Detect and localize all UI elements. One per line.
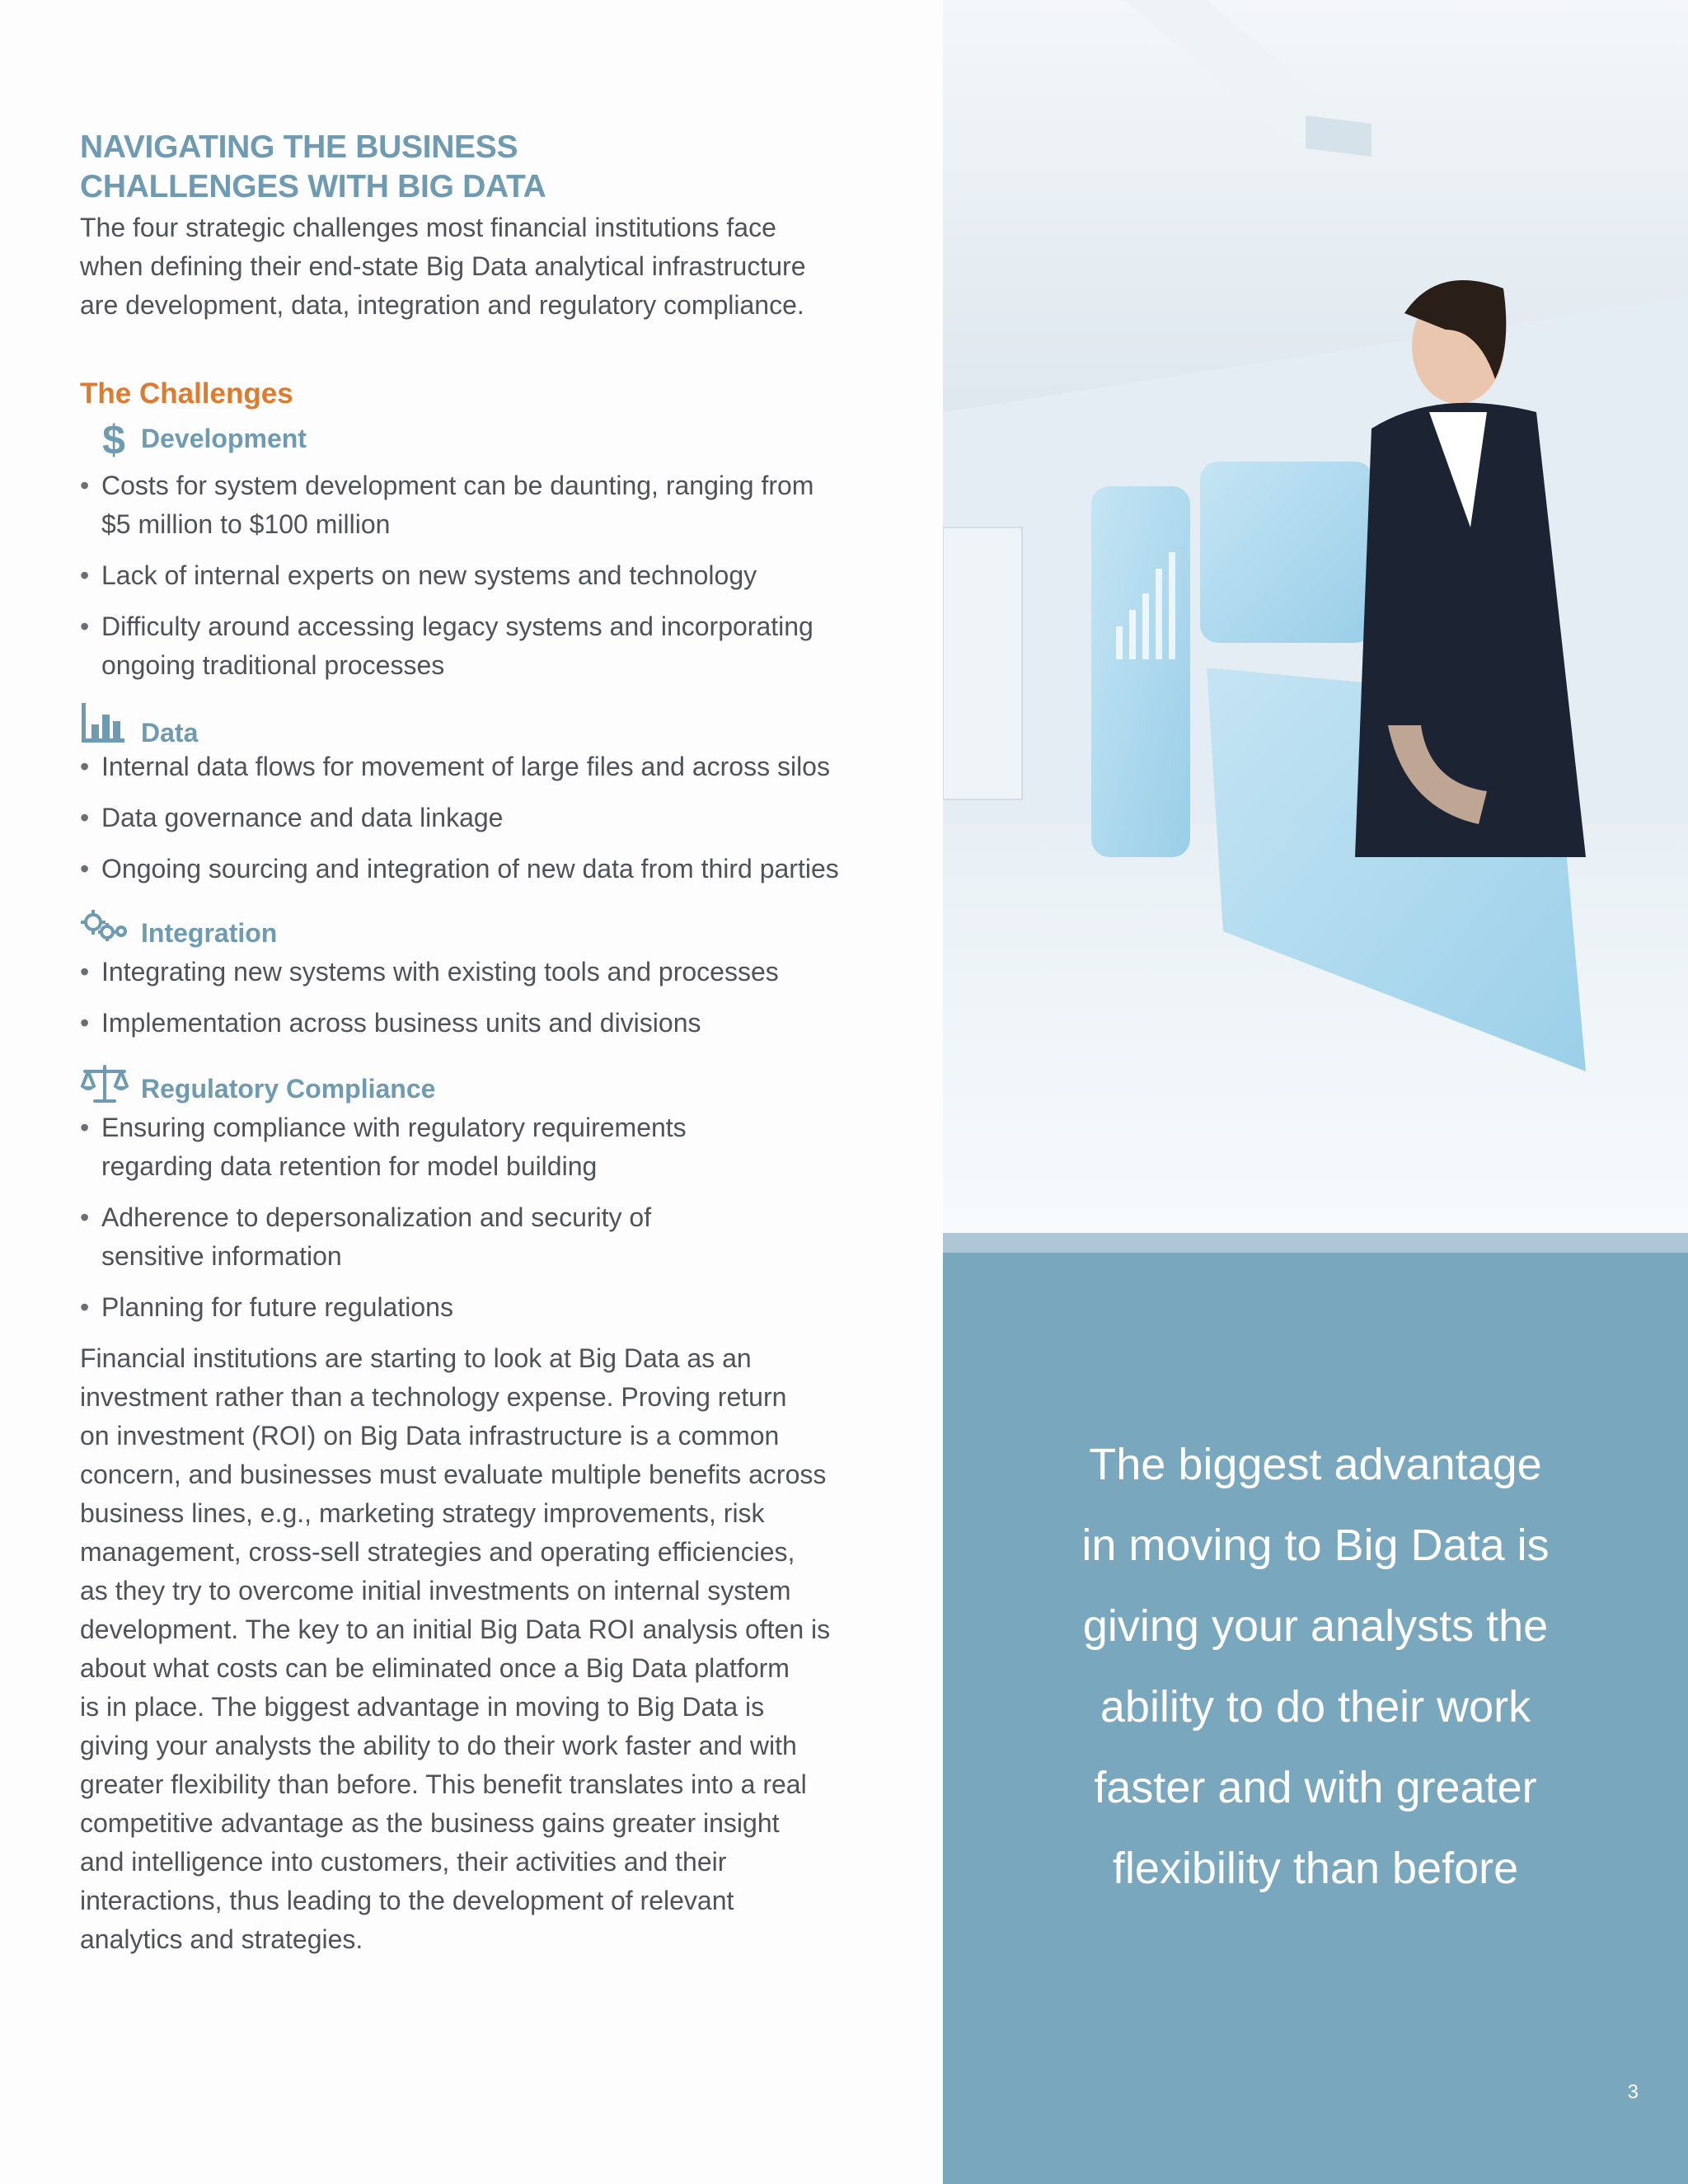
svg-text:$: $ <box>102 418 125 459</box>
body-line: business lines, e.g., marketing strategy improvements, risk <box>80 1498 765 1528</box>
body-line: Financial institutions are starting to look at Big Data as an <box>80 1343 752 1373</box>
body-line: giving your analysts the ability to do their work faster and with <box>80 1731 797 1760</box>
list-item-line: • Ongoing sourcing and integration of new data from third parties <box>101 854 839 883</box>
page-title-line: NAVIGATING THE BUSINESS <box>80 129 518 165</box>
pull-quote-line: in moving to Big Data is <box>1081 1521 1550 1570</box>
body-line: analytics and strategies. <box>80 1924 363 1954</box>
body-line: competitive advantage as the business gains greater insight <box>80 1808 780 1838</box>
list-item-line: • Costs for system development can be daunting, ranging from <box>101 471 814 500</box>
section-development-label: Development <box>141 423 307 453</box>
list-item-line: • Lack of internal experts on new systems and technology <box>101 560 757 590</box>
list-item-line: ongoing traditional processes <box>101 650 445 680</box>
body-line: is in place. The biggest advantage in moving to Big Data is <box>80 1692 765 1722</box>
divider-band <box>943 1233 1688 1253</box>
section-integration-label: Integration <box>141 917 278 948</box>
list-item-line: • Difficulty around accessing legacy systems and incorporating <box>101 612 814 641</box>
list-item-line: • Internal data flows for movement of large files and across silos <box>101 752 830 781</box>
body-paragraph <box>80 1339 904 1959</box>
list-item <box>80 1198 904 1276</box>
development-bullets <box>80 466 904 685</box>
section-regulatory-header <box>80 1061 904 1107</box>
list-item-line: • Adherence to depersonalization and security of <box>101 1202 652 1232</box>
integration-bullets <box>80 953 904 1043</box>
body-line: interactions, thus leading to the development of relevant <box>80 1886 734 1915</box>
list-item <box>80 1004 904 1043</box>
body-line: about what costs can be eliminated once a Big Data platform <box>80 1653 790 1683</box>
regulatory-bullets <box>80 1108 904 1327</box>
gears-icon <box>80 905 141 951</box>
list-item <box>80 1108 904 1186</box>
scales-icon <box>80 1061 141 1107</box>
pull-quote-line: giving your analysts the <box>1082 1601 1549 1651</box>
section-development-header <box>98 415 904 462</box>
list-item <box>80 607 904 685</box>
page-number: 3 <box>1627 2081 1639 2103</box>
body-line: and intelligence into customers, their activities and their <box>80 1847 727 1877</box>
pull-quote <box>992 1424 1639 1909</box>
list-item-line: sensitive information <box>101 1241 342 1271</box>
list-item-line: • Planning for future regulations <box>101 1292 453 1322</box>
body-line: as they try to overcome initial investments on internal system <box>80 1576 791 1605</box>
pull-quote-line: faster and with greater <box>1094 1763 1537 1812</box>
list-item <box>80 799 904 837</box>
section-data-header <box>80 700 904 746</box>
list-item <box>80 466 904 544</box>
hero-photo <box>943 0 1688 1233</box>
list-item-line: • Implementation across business units and divisions <box>101 1008 701 1038</box>
body-line: concern, and businesses must evaluate multiple benefits across <box>80 1460 827 1489</box>
list-item <box>80 850 904 888</box>
page-title <box>80 128 904 207</box>
section-regulatory-label: Regulatory Compliance <box>141 1073 436 1104</box>
page-title-line: CHALLENGES WITH BIG DATA <box>80 169 546 204</box>
body-line: development. The key to an initial Big Data ROI analysis often is <box>80 1615 831 1644</box>
data-bullets <box>80 748 904 888</box>
article-content <box>80 128 904 1959</box>
intro-line: The four strategic challenges most financial institutions face <box>80 213 776 242</box>
list-item-line: • Data governance and data linkage <box>101 803 504 832</box>
pull-quote-line: flexibility than before <box>1112 1844 1519 1893</box>
hero-illustration <box>943 0 1688 1233</box>
list-item <box>80 556 904 595</box>
list-item-line: • Ensuring compliance with regulatory requirements <box>101 1113 687 1142</box>
list-item <box>80 953 904 991</box>
pull-quote-line: The biggest advantage <box>1089 1440 1542 1489</box>
list-item <box>80 748 904 786</box>
intro-line: when defining their end-state Big Data analytical infrastructure <box>80 251 806 281</box>
section-integration-header <box>80 905 904 951</box>
body-line: on investment (ROI) on Big Data infrastructure is a common <box>80 1421 780 1451</box>
intro-line: are development, data, integration and regulatory compliance. <box>80 290 804 320</box>
dollar-icon <box>98 415 141 462</box>
pull-quote-panel <box>943 1253 1688 2184</box>
body-line: management, cross-sell strategies and operating efficiencies, <box>80 1537 795 1567</box>
body-line: investment rather than a technology expense. Proving return <box>80 1382 787 1412</box>
list-item-line: regarding data retention for model building <box>101 1151 598 1181</box>
body-line: greater flexibility than before. This benefit translates into a real <box>80 1769 807 1799</box>
list-item <box>80 1288 904 1327</box>
list-item-line: $5 million to $100 million <box>101 509 391 539</box>
intro-paragraph <box>80 209 904 325</box>
right-column <box>943 0 1688 2184</box>
bar-chart-icon <box>80 700 141 746</box>
section-data-label: Data <box>141 717 199 748</box>
pull-quote-line: ability to do their work <box>1100 1682 1531 1732</box>
list-item-line: • Integrating new systems with existing tools and processes <box>101 957 779 987</box>
challenges-heading: The Challenges <box>80 377 293 410</box>
